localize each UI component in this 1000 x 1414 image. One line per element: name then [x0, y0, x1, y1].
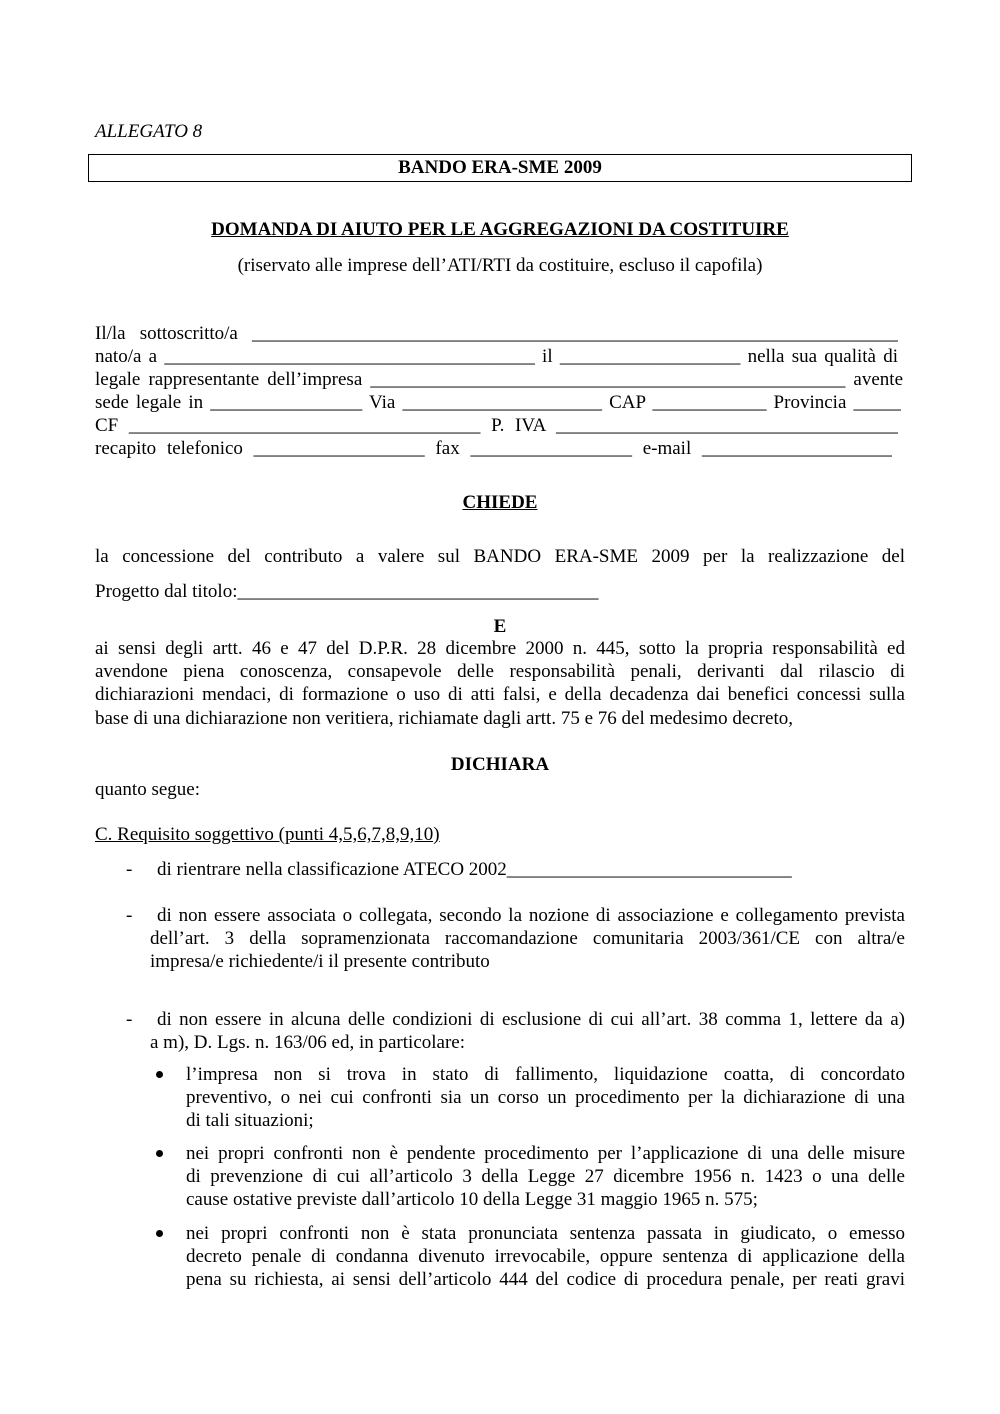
bullet-item [186, 1063, 905, 1133]
bullet-icon [156, 1150, 163, 1157]
concessione-paragraph [95, 545, 905, 603]
bullet-item-line: l’impresa non si trova in stato di fallimento, liquidazione coatta, di concordato [186, 1064, 905, 1085]
paragraph-line: base di una dichiarazione non veritiera, richiamate dagli artt. 75 e 76 del medesimo decreto, [95, 707, 793, 729]
bullet-item-line: pena su richiesta, ai sensi dell’articolo 444 del codice di procedura penale, per reati gravi [186, 1269, 905, 1291]
dash-item-line: di rientrare nella classificazione ATECO 2002______________________________ [157, 859, 792, 880]
paragraph-line: ai sensi degli artt. 46 e 47 del D.P.R. 28 dicembre 2000 n. 445, sotto la propria responsabilità ed [95, 638, 905, 659]
dash-item-line: di non essere associata o collegata, secondo la nozione di associazione e collegamento prevista [157, 905, 905, 926]
bullet-item-line: cause ostative previste dall’articolo 10 della Legge 31 maggio 1965 n. 575; [186, 1189, 758, 1211]
bullet-icon [156, 1230, 163, 1237]
bullet-item-line: decreto penale di condanna divenuto irrevocabile, oppure sentenza di applicazione della [186, 1246, 905, 1268]
dash-item-line: dell’art. 3 della sopramenzionata raccomandazione comunitaria 2003/361/CE con altra/e [150, 928, 905, 950]
dash-item-line: a m), D. Lgs. n. 163/06 ed, in particolare: [150, 1032, 466, 1054]
requisito-heading: C. Requisito soggettivo (punti 4,5,6,7,8,9,10) [95, 824, 440, 845]
dash-marker: - [126, 905, 133, 926]
dash-marker: - [126, 859, 133, 880]
applicant-form [95, 322, 905, 460]
dash-item [150, 904, 905, 974]
dichiara-heading: DICHIARA [450, 754, 550, 775]
form-line: recapito telefonico __________________ fax _________________ e-mail ____________________ [95, 438, 892, 459]
chiede-heading: CHIEDE [462, 492, 538, 513]
dash-marker: - [126, 1009, 133, 1030]
form-line: CF _____________________________________ P. IVA ____________________________________ [95, 415, 898, 436]
e-label: E [493, 616, 507, 637]
bullet-item-line: nei propri confronti non è stata pronunciata sentenza passata in giudicato, o emesso [186, 1223, 905, 1244]
dash-item-line: impresa/e richiedente/i il presente contributo [150, 951, 490, 973]
form-line: Il/la sottoscritto/a ____________________________________________________________________ [95, 323, 898, 344]
progetto-titolo-line: Progetto dal titolo:______________________________________ [95, 581, 599, 603]
paragraph-line: avendone piena conoscenza, consapevole delle responsabilità penali, derivanti dal rilascio di [95, 661, 905, 683]
dash-item [150, 1008, 905, 1054]
paragraph-line: la concessione del contributo a valere sul BANDO ERA-SME 2009 per la realizzazione del [95, 546, 905, 567]
bando-title: BANDO ERA-SME 2009 [398, 157, 602, 178]
quanto-segue: quanto segue: [95, 779, 201, 800]
paragraph-line: dichiarazioni mendaci, di formazione o uso di atti falsi, e della decadenza dai benefici concessi sulla [95, 684, 905, 706]
domanda-title: DOMANDA DI AIUTO PER LE AGGREGAZIONI DA COSTITUIRE [211, 219, 789, 240]
allegato-label: ALLEGATO 8 [95, 121, 203, 142]
bullet-item [186, 1222, 905, 1292]
domanda-subtitle: (riservato alle imprese dell’ATI/RTI da costituire, escluso il capofila) [237, 255, 763, 276]
bullet-icon [156, 1071, 163, 1078]
form-line: nato/a a _______________________________________ il ___________________ nella sua qualità di [95, 346, 898, 367]
bullet-item-line: di prevenzione di cui all’articolo 3 della Legge 27 dicembre 1956 n. 1423 o una delle [186, 1166, 905, 1188]
bullet-item-line: nei propri confronti non è pendente procedimento per l’applicazione di una delle misure [186, 1143, 905, 1164]
bullet-item [186, 1142, 905, 1212]
bullet-item-line: preventivo, o nei cui confronti sia un corso un procedimento per la dichiarazione di una [186, 1087, 905, 1109]
bullet-item-line: di tali situazioni; [186, 1110, 314, 1132]
ai-sensi-paragraph [95, 637, 905, 730]
bando-title-box [88, 154, 912, 182]
form-line: sede legale in ________________ Via _____________________ CAP ____________ Provincia _____ [95, 392, 901, 413]
dash-item-line: di non essere in alcuna delle condizioni di esclusione di cui all’art. 38 comma 1, lettere da a) [157, 1009, 905, 1030]
form-line: legale rappresentante dell’impresa __________________________________________________ avente [95, 369, 903, 390]
